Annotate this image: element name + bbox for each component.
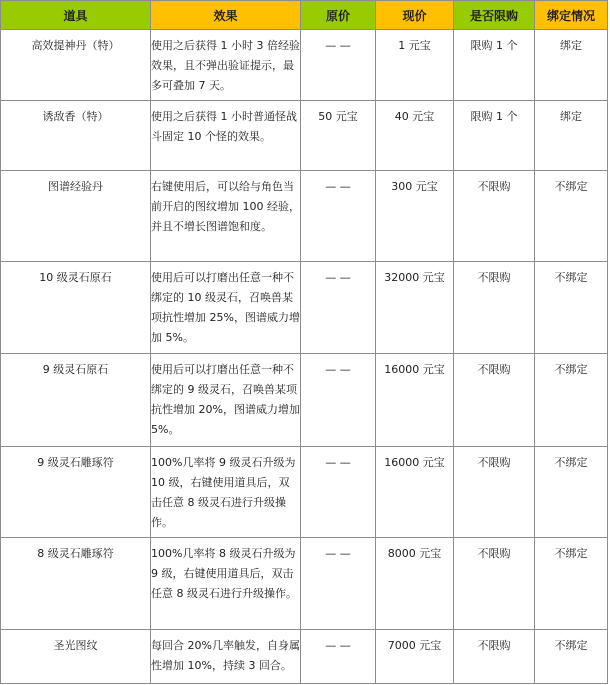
item-current-price: 7000 元宝 <box>376 630 454 684</box>
item-binding: 不绑定 <box>535 447 608 538</box>
item-current-price: 16000 元宝 <box>376 447 454 538</box>
item-limit: 不限购 <box>454 262 535 354</box>
item-binding: 不绑定 <box>535 171 608 262</box>
item-effect: 使用之后获得 1 小时 3 倍经验效果，且不弹出验证提示，最多可叠加 7 天。 <box>151 30 301 101</box>
header-item: 道具 <box>1 1 151 30</box>
table-row <box>1 538 608 630</box>
item-effect: 100%几率将 8 级灵石升级为 9 级，右键使用道具后，双击任意 8 级灵石进行升级操作。 <box>151 538 301 630</box>
item-effect: 每回合 20%几率触发，自身属性增加 10%，持续 3 回合。 <box>151 630 301 684</box>
item-name: 图谱经验丹 <box>1 171 151 262</box>
item-binding: 不绑定 <box>535 538 608 630</box>
item-effect: 100%几率将 9 级灵石升级为 10 级，右键使用道具后，双击任意 8 级灵石进行升级操作。 <box>151 447 301 538</box>
item-name: 9 级灵石原石 <box>1 354 151 447</box>
header-original-price: 原价 <box>301 1 376 30</box>
item-limit: 限购 1 个 <box>454 101 535 171</box>
table-row <box>1 30 608 101</box>
table-header-row <box>1 1 608 30</box>
item-limit: 不限购 <box>454 354 535 447</box>
item-original-price: — — <box>301 447 376 538</box>
item-current-price: 300 元宝 <box>376 171 454 262</box>
item-original-price: — — <box>301 538 376 630</box>
table-row <box>1 262 608 354</box>
item-effect: 使用后可以打磨出任意一种不绑定的 9 级灵石，召唤兽某项抗性增加 20%，图谱威力增加 5%。 <box>151 354 301 447</box>
table-row <box>1 447 608 538</box>
item-current-price: 16000 元宝 <box>376 354 454 447</box>
item-effect: 右键使用后，可以给与角色当前开启的图纹增加 100 经验，并且不增长图谱饱和度。 <box>151 171 301 262</box>
table-row <box>1 171 608 262</box>
item-effect: 使用后可以打磨出任意一种不绑定的 10 级灵石，召唤兽某项抗性增加 25%，图谱威力增加 5%。 <box>151 262 301 354</box>
item-original-price: — — <box>301 262 376 354</box>
table-row <box>1 630 608 684</box>
item-limit: 不限购 <box>454 447 535 538</box>
item-current-price: 1 元宝 <box>376 30 454 101</box>
item-name: 10 级灵石原石 <box>1 262 151 354</box>
item-current-price: 8000 元宝 <box>376 538 454 630</box>
item-name: 诱敌香（特） <box>1 101 151 171</box>
item-limit: 限购 1 个 <box>454 30 535 101</box>
item-original-price: — — <box>301 171 376 262</box>
item-name: 高效提神丹（特） <box>1 30 151 101</box>
item-name: 9 级灵石雕琢符 <box>1 447 151 538</box>
item-binding: 绑定 <box>535 101 608 171</box>
header-binding: 绑定情况 <box>535 1 608 30</box>
header-effect: 效果 <box>151 1 301 30</box>
item-limit: 不限购 <box>454 630 535 684</box>
item-name: 8 级灵石雕琢符 <box>1 538 151 630</box>
item-original-price: — — <box>301 354 376 447</box>
item-original-price: — — <box>301 30 376 101</box>
item-limit: 不限购 <box>454 538 535 630</box>
header-current-price: 现价 <box>376 1 454 30</box>
item-binding: 不绑定 <box>535 262 608 354</box>
item-current-price: 40 元宝 <box>376 101 454 171</box>
item-original-price: 50 元宝 <box>301 101 376 171</box>
item-limit: 不限购 <box>454 171 535 262</box>
item-current-price: 32000 元宝 <box>376 262 454 354</box>
item-original-price: — — <box>301 630 376 684</box>
item-binding: 不绑定 <box>535 630 608 684</box>
table-row <box>1 101 608 171</box>
item-binding: 绑定 <box>535 30 608 101</box>
table-row <box>1 354 608 447</box>
header-limit: 是否限购 <box>454 1 535 30</box>
item-effect: 使用之后获得 1 小时普通怪战斗固定 10 个怪的效果。 <box>151 101 301 171</box>
item-binding: 不绑定 <box>535 354 608 447</box>
item-name: 圣光图纹 <box>1 630 151 684</box>
